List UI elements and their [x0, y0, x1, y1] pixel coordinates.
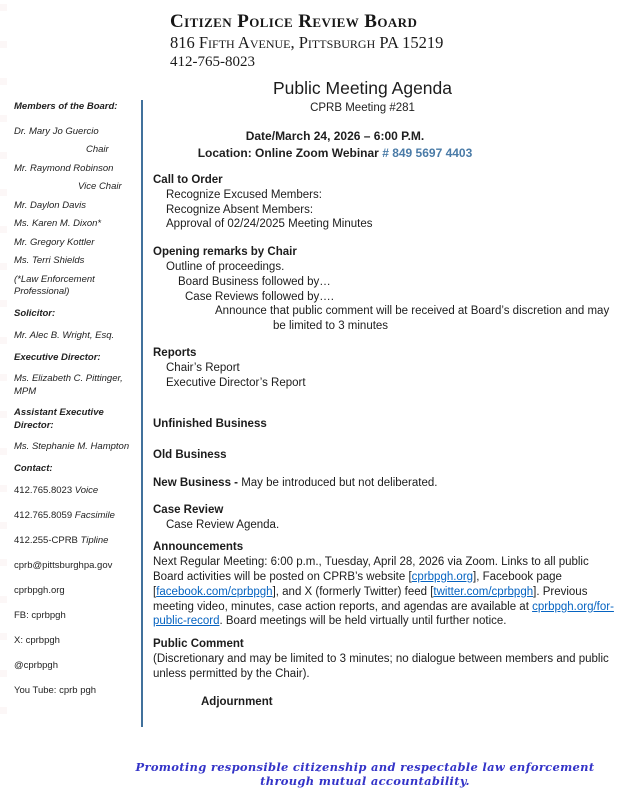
heading-old-business: Old Business: [153, 449, 227, 462]
title-block: [105, 78, 620, 114]
org-name: Citizen Police Review Board: [170, 11, 418, 32]
contact-value: 412.765.8023: [14, 485, 73, 496]
member-name: Mr. Gregory Kottler: [14, 236, 95, 248]
contact-voice: [14, 485, 138, 498]
announcements-text: ]. Previous meeting video, minutes, case action reports, and agendas are available at: [153, 585, 588, 613]
member-name: Ms. Karen M. Dixon*: [14, 218, 102, 229]
org-phone: 412-765-8023: [170, 54, 255, 71]
law-enforcement-footnote: (*Law Enforcement Professional): [14, 273, 95, 297]
scan-artifact-marks: [0, 4, 7, 744]
member-name: Ms. Terri Shields: [14, 255, 85, 266]
heading-reports: Reports: [153, 346, 197, 359]
date-location-block: [55, 129, 615, 160]
document-title: Public Meeting Agenda: [272, 78, 453, 98]
public-comment-text: (Discretionary and may be limited to 3 minutes; no dialogue between members and public unless permitted by the Chair).: [153, 652, 609, 680]
new-business-text: May be introduced but not deliberated.: [238, 476, 438, 489]
heading-new-business: New Business -: [153, 476, 238, 489]
agenda-body: [153, 173, 614, 709]
motto: Promoting responsible citizenship and respectable law enforcement through mutual accountability.: [135, 760, 595, 788]
heading-announcements: Announcements: [153, 541, 244, 554]
executive-director-heading: Executive Director:: [14, 351, 101, 363]
member-role: Vice Chair: [78, 181, 122, 192]
contact-handle: @cprbpgh: [14, 660, 58, 671]
heading-adjournment: Adjournment: [201, 695, 273, 708]
agenda-item: Board Business followed by…: [178, 275, 331, 288]
contact-website: cprbpgh.org: [14, 585, 65, 596]
agenda-item: Chair’s Report: [166, 361, 240, 374]
agenda-item: Case Reviews followed by….: [185, 290, 334, 303]
new-business-line: [153, 476, 614, 491]
meeting-number: CPRB Meeting #281: [310, 102, 415, 114]
member-role: Chair: [86, 144, 109, 155]
contact-value: 412.765.8059: [14, 510, 73, 521]
announce-note-line1: Announce that public comment will be received at Board’s discretion and may: [215, 305, 610, 318]
agenda-item: Outline of proceedings.: [166, 260, 285, 273]
member-name: Mr. Daylon Davis: [14, 199, 86, 211]
assistant-executive-director-heading: Assistant Executive Director:: [14, 407, 104, 431]
agenda-item: Approval of 02/24/2025 Meeting Minutes: [166, 218, 373, 231]
location-label: Location: Online Zoom Webinar: [197, 146, 379, 160]
member-name: Mr. Raymond Robinson: [14, 162, 114, 174]
agenda-item: Recognize Excused Members:: [166, 188, 322, 201]
heading-unfinished-business: Unfinished Business: [153, 418, 267, 431]
webinar-number: # 849 5697 4403: [382, 146, 473, 160]
heading-public-comment: Public Comment: [153, 638, 244, 651]
heading-case-review: Case Review: [153, 503, 224, 516]
solicitor-name: Mr. Alec B. Wright, Esq.: [14, 330, 115, 341]
contact-youtube: You Tube: cprb pgh: [14, 685, 97, 696]
link-facebook[interactable]: facebook.com/cprbpgh: [156, 585, 273, 598]
announcements-text: ], and X (formerly Twitter) feed [: [272, 585, 434, 598]
heading-opening-remarks: Opening remarks by Chair: [153, 246, 297, 259]
contact-label: Voice: [74, 485, 99, 496]
contact-heading: Contact:: [14, 462, 53, 474]
contact-value: 412.255-CPRB: [14, 535, 78, 546]
org-address: 816 Fifth Avenue, Pittsburgh PA 15219: [170, 33, 444, 53]
contact-label: Tipline: [80, 535, 109, 546]
sidebar: [14, 101, 138, 710]
meeting-location: [55, 146, 615, 160]
agenda-item: Case Review Agenda.: [166, 518, 280, 531]
announcements-text: Next Regular Meeting: 6:00 p.m., Tuesday, April 28, 2026 via Zoom. Links to all public Board activities will be posted on CPRB’s website [: [153, 556, 589, 583]
contact-tipline: [14, 535, 138, 548]
link-for-public-record[interactable]: cprbpgh.org/for-public-record: [153, 600, 614, 628]
contact-facebook: FB: cprbpgh: [14, 610, 66, 621]
executive-director-name: Ms. Elizabeth C. Pittinger, MPM: [14, 373, 123, 397]
announcements-text: . Board meetings will be held virtually until further notice.: [219, 615, 507, 628]
solicitor-heading: Solicitor:: [14, 307, 56, 319]
agenda-item: Recognize Absent Members:: [166, 203, 314, 216]
heading-call-to-order: Call to Order: [153, 174, 223, 186]
announcements-text: ], Facebook page [: [153, 570, 562, 598]
agenda-item: Executive Director’s Report: [166, 376, 306, 389]
meeting-date: Date/March 24, 2026 – 6:00 P.M.: [245, 129, 425, 143]
announcements-paragraph: [153, 555, 614, 629]
link-cprbpgh-org[interactable]: cprbpgh.org: [411, 570, 474, 583]
contact-x: X: cprbpgh: [14, 635, 60, 646]
letterhead: [170, 10, 443, 72]
contact-label: Facsimile: [74, 510, 115, 521]
vertical-divider: [141, 100, 143, 727]
announce-note-line2: be limited to 3 minutes: [273, 320, 389, 333]
assistant-executive-director-name: Ms. Stephanie M. Hampton: [14, 441, 130, 452]
contact-email: cprb@pittsburghpa.gov: [14, 560, 113, 571]
contact-facsimile: [14, 510, 138, 523]
link-twitter[interactable]: twitter.com/cprbpgh: [433, 585, 534, 598]
members-heading: Members of the Board:: [14, 101, 118, 112]
member-name: Dr. Mary Jo Guercio: [14, 125, 99, 137]
